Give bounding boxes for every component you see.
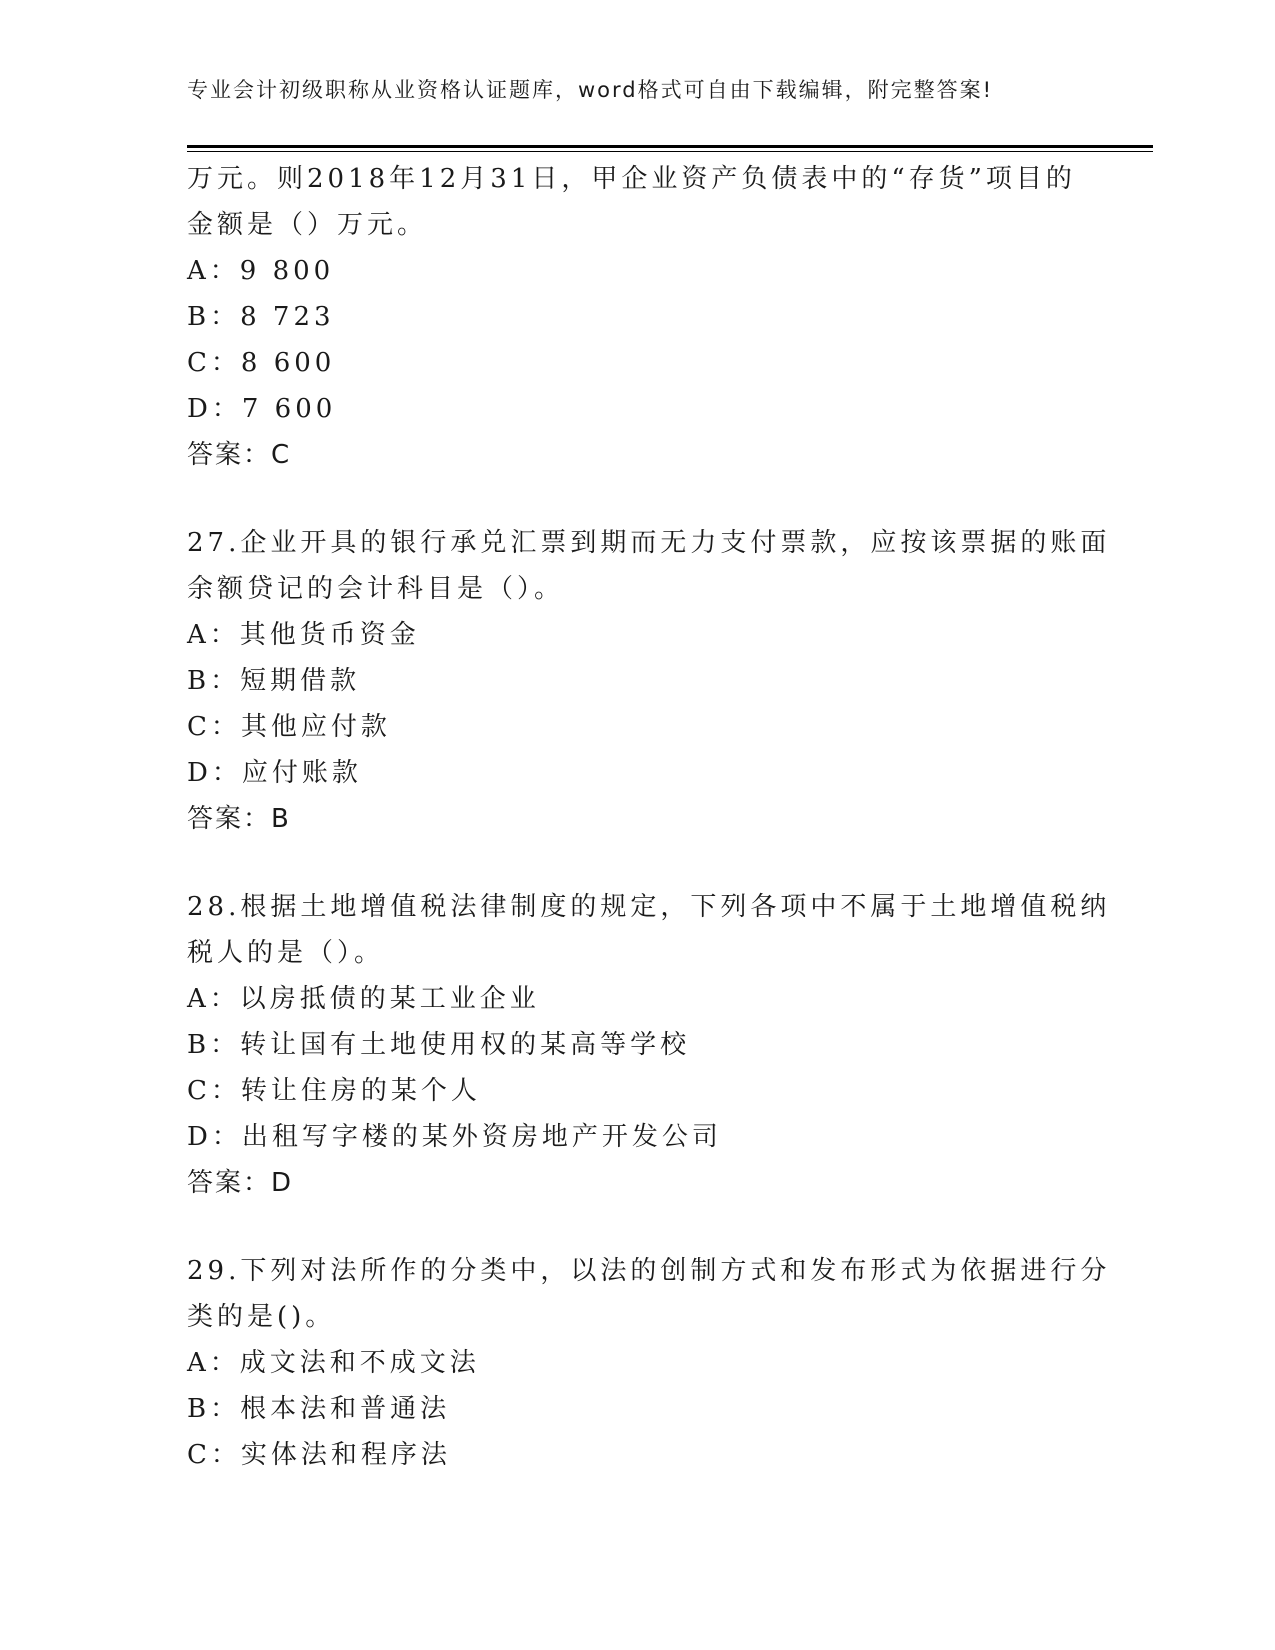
question-gap <box>187 842 1087 884</box>
question-stem: 余额贷记的会计科目是（）。 <box>187 574 565 604</box>
option-a: A：9 800 <box>187 256 335 286</box>
option-b: B：根本法和普通法 <box>187 1394 451 1424</box>
option-b: B：8 723 <box>187 302 335 332</box>
question-stem: 27.企业开具的银行承兑汇票到期而无力支付票款，应按该票据的账面 <box>187 528 1111 558</box>
question-stem: 税人的是（）。 <box>187 938 385 968</box>
answer: 答案：C <box>187 440 292 470</box>
option-a: A：成文法和不成文法 <box>187 1348 480 1378</box>
question-26 <box>187 156 1087 478</box>
answer: 答案：B <box>187 804 291 834</box>
question-stem: 29.下列对法所作的分类中，以法的创制方式和发布形式为依据进行分 <box>187 1256 1111 1286</box>
question-list <box>187 156 1111 1478</box>
page-header: 专业会计初级职称从业资格认证题库，word格式可自由下载编辑，附完整答案! <box>187 78 994 102</box>
question-stem: 万元。则2018年12月31日，甲企业资产负债表中的“存货”项目的 <box>187 164 1076 194</box>
option-c: C：其他应付款 <box>187 712 391 742</box>
option-d: D：出租写字楼的某外资房地产开发公司 <box>187 1122 722 1152</box>
header-rule-thick <box>187 145 1153 148</box>
question-stem: 28.根据土地增值税法律制度的规定，下列各项中不属于土地增值税纳 <box>187 892 1111 922</box>
question-gap <box>187 1206 1087 1248</box>
question-27 <box>187 520 1111 842</box>
question-stem: 金额是（）万元。 <box>187 210 428 240</box>
question-29 <box>187 1248 1111 1478</box>
question-stem: 类的是()。 <box>187 1302 336 1332</box>
option-b: B：短期借款 <box>187 666 361 696</box>
option-a: A：其他货币资金 <box>187 620 420 650</box>
option-d: D：7 600 <box>187 394 337 424</box>
option-d: D：应付账款 <box>187 758 362 788</box>
option-c: C：实体法和程序法 <box>187 1440 451 1470</box>
option-c: C：8 600 <box>187 348 336 378</box>
question-gap <box>187 478 1087 520</box>
answer: 答案：D <box>187 1168 294 1198</box>
option-b: B：转让国有土地使用权的某高等学校 <box>187 1030 691 1060</box>
question-28 <box>187 884 1111 1206</box>
header-rule-thin <box>187 151 1153 152</box>
option-a: A：以房抵债的某工业企业 <box>187 984 540 1014</box>
option-c: C：转让住房的某个人 <box>187 1076 481 1106</box>
